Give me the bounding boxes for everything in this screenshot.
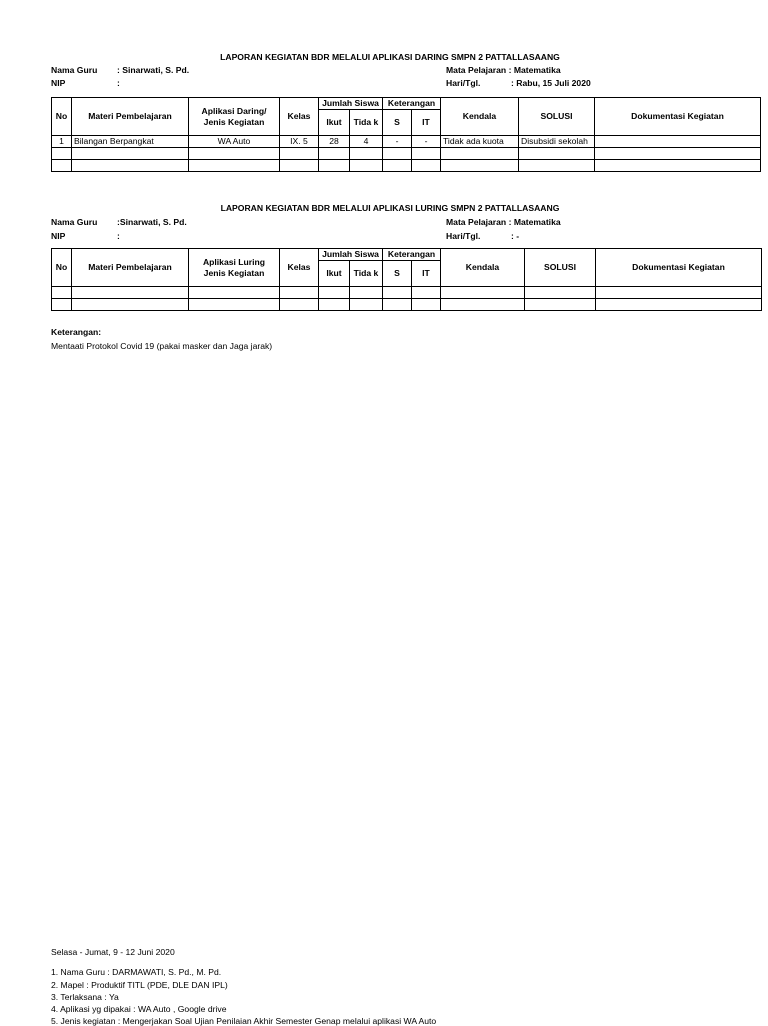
- daring-table-body: [52, 136, 761, 172]
- header-ikut: Ikut: [319, 261, 350, 287]
- header-tidak: Tida k: [350, 110, 383, 136]
- cell-s: [383, 287, 412, 299]
- cell-kendala: Tidak ada kuota: [441, 136, 519, 148]
- cell-kendala: [441, 160, 519, 172]
- footer-item: 3. Terlaksana : Ya: [51, 992, 119, 1002]
- cell-ikut: [319, 160, 350, 172]
- daring-nip-value: :: [117, 78, 120, 88]
- cell-aplikasi: [189, 299, 280, 311]
- cell-tidak: [350, 287, 383, 299]
- cell-aplikasi: [189, 160, 280, 172]
- header-kendala: Kendala: [441, 98, 519, 136]
- cell-ikut: [319, 148, 350, 160]
- luring-nama-guru-value: :Sinarwati, S. Pd.: [117, 217, 187, 227]
- header-kendala: Kendala: [441, 249, 525, 287]
- header-aplikasi: Aplikasi Luring Jenis Kegiatan: [189, 249, 280, 287]
- luring-hari-label: Hari/Tgl.: [446, 231, 481, 241]
- header-no: No: [52, 98, 72, 136]
- cell-tidak: [350, 160, 383, 172]
- cell-tidak: 4: [350, 136, 383, 148]
- cell-materi: [72, 160, 189, 172]
- luring-report-table: [51, 248, 762, 311]
- luring-nama-guru-label: Nama Guru: [51, 217, 98, 227]
- cell-ikut: [319, 299, 350, 311]
- header-s: S: [383, 110, 412, 136]
- cell-solusi: [519, 160, 595, 172]
- cell-aplikasi: WA Auto: [189, 136, 280, 148]
- cell-s: [383, 299, 412, 311]
- header-solusi: SOLUSI: [519, 98, 595, 136]
- daring-nama-guru-value: : Sinarwati, S. Pd.: [117, 65, 190, 75]
- cell-s: [383, 160, 412, 172]
- daring-report-table: [51, 97, 761, 172]
- cell-kelas: [280, 299, 319, 311]
- cell-s: -: [383, 136, 412, 148]
- header-materi: Materi Pembelajaran: [72, 249, 189, 287]
- header-it: IT: [412, 261, 441, 287]
- cell-kelas: IX. 5: [280, 136, 319, 148]
- cell-solusi: Disubsidi sekolah: [519, 136, 595, 148]
- cell-dokumentasi: [596, 299, 762, 311]
- cell-no: [52, 160, 72, 172]
- header-materi: Materi Pembelajaran: [72, 98, 189, 136]
- luring-hari-value: : -: [511, 231, 520, 241]
- table-row: [52, 160, 761, 172]
- cell-aplikasi: [189, 148, 280, 160]
- cell-it: [412, 299, 441, 311]
- cell-kendala: [441, 287, 525, 299]
- header-aplikasi: Aplikasi Daring/ Jenis Kegiatan: [189, 98, 280, 136]
- keterangan-label: Keterangan:: [51, 327, 102, 337]
- cell-no: 1: [52, 136, 72, 148]
- cell-ikut: [319, 287, 350, 299]
- header-dokumentasi: Dokumentasi Kegiatan: [596, 249, 762, 287]
- header-it: IT: [412, 110, 441, 136]
- header-kelas: Kelas: [280, 249, 319, 287]
- daring-hari-value: : Rabu, 15 Juli 2020: [511, 78, 591, 88]
- header-jumlah-siswa: Jumlah Siswa: [319, 98, 383, 110]
- header-s: S: [383, 261, 412, 287]
- cell-no: [52, 299, 72, 311]
- cell-tidak: [350, 299, 383, 311]
- cell-solusi: [525, 299, 596, 311]
- cell-dokumentasi: [595, 160, 761, 172]
- cell-dokumentasi: [596, 287, 762, 299]
- table-row: [52, 299, 762, 311]
- daring-nip-label: NIP: [51, 78, 66, 88]
- header-kelas: Kelas: [280, 98, 319, 136]
- header-ikut: Ikut: [319, 110, 350, 136]
- footer-item: 1. Nama Guru : DARMAWATI, S. Pd., M. Pd.: [51, 967, 222, 977]
- cell-s: [383, 148, 412, 160]
- luring-report-title: LAPORAN KEGIATAN BDR MELALUI APLIKASI LURING SMPN 2 PATTALLASAANG: [220, 203, 560, 213]
- cell-solusi: [519, 148, 595, 160]
- cell-materi: [72, 287, 189, 299]
- footer-item: 4. Aplikasi yg dipakai : WA Auto , Google drive: [51, 1004, 227, 1014]
- cell-materi: [72, 148, 189, 160]
- cell-materi: Bilangan Berpangkat: [72, 136, 189, 148]
- cell-kelas: [280, 287, 319, 299]
- header-tidak: Tida k: [350, 261, 383, 287]
- cell-no: [52, 287, 72, 299]
- cell-solusi: [525, 287, 596, 299]
- daring-hari-label: Hari/Tgl.: [446, 78, 481, 88]
- header-jumlah-siswa: Jumlah Siswa: [319, 249, 383, 261]
- luring-nip-label: NIP: [51, 231, 66, 241]
- cell-tidak: [350, 148, 383, 160]
- luring-mapel: Mata Pelajaran : Matematika: [446, 217, 561, 227]
- footer-date-line: Selasa - Jumat, 9 - 12 Juni 2020: [51, 947, 175, 957]
- cell-it: [412, 160, 441, 172]
- cell-it: [412, 287, 441, 299]
- table-row: [52, 136, 761, 148]
- footer-item: 2. Mapel : Produktif TITL (PDE, DLE DAN IPL): [51, 980, 228, 990]
- cell-kelas: [280, 160, 319, 172]
- footer-item: 5. Jenis kegiatan : Mengerjakan Soal Ujian Penilaian Akhir Semester Genap melalui aplikasi WA Auto: [51, 1016, 437, 1026]
- cell-it: [412, 148, 441, 160]
- cell-kelas: [280, 148, 319, 160]
- cell-aplikasi: [189, 287, 280, 299]
- table-row: [52, 148, 761, 160]
- cell-materi: [72, 299, 189, 311]
- header-keterangan: Keterangan: [383, 249, 441, 261]
- table-row: [52, 287, 762, 299]
- daring-report-title: LAPORAN KEGIATAN BDR MELALUI APLIKASI DARING SMPN 2 PATTALLASAANG: [220, 52, 560, 62]
- daring-nama-guru-label: Nama Guru: [51, 65, 98, 75]
- cell-ikut: 28: [319, 136, 350, 148]
- cell-no: [52, 148, 72, 160]
- cell-it: -: [412, 136, 441, 148]
- luring-table-body: [52, 287, 762, 311]
- cell-dokumentasi: [595, 148, 761, 160]
- header-no: No: [52, 249, 72, 287]
- daring-mapel: Mata Pelajaran : Matematika: [446, 65, 561, 75]
- header-keterangan: Keterangan: [383, 98, 441, 110]
- keterangan-text: Mentaati Protokol Covid 19 (pakai masker dan Jaga jarak): [51, 341, 273, 351]
- cell-kendala: [441, 299, 525, 311]
- header-dokumentasi: Dokumentasi Kegiatan: [595, 98, 761, 136]
- luring-nip-value: :: [117, 231, 120, 241]
- cell-dokumentasi: [595, 136, 761, 148]
- cell-kendala: [441, 148, 519, 160]
- header-solusi: SOLUSI: [525, 249, 596, 287]
